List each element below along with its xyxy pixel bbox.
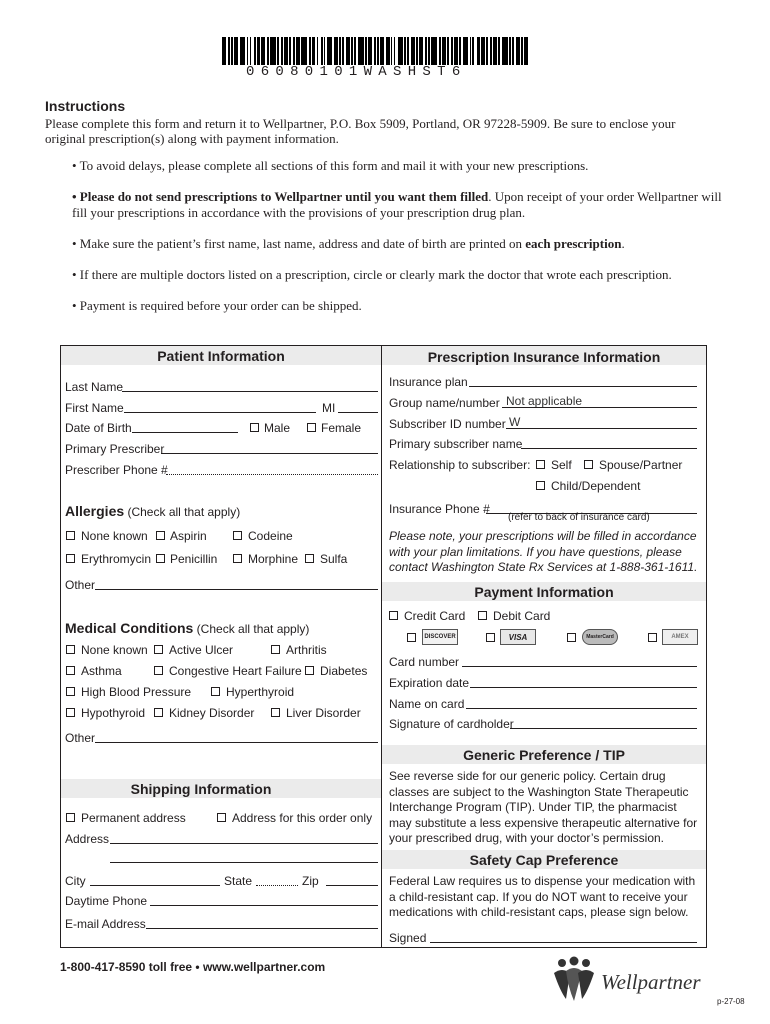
mi-label: MI [322, 401, 336, 415]
barcode-bar [493, 37, 497, 65]
allergy-sulfa-checkbox[interactable] [305, 554, 314, 563]
condition-ulcer-label: Active Ulcer [169, 643, 234, 657]
condition-ulcer-checkbox[interactable] [154, 645, 163, 654]
condition-hbp-checkbox[interactable] [66, 687, 75, 696]
barcode-bar [498, 37, 500, 65]
subscriber-id-value: W [509, 415, 521, 429]
card-number-label: Card number [389, 655, 460, 669]
subscriber-id-field[interactable] [506, 428, 697, 429]
expiration-field[interactable] [470, 687, 697, 688]
state-field[interactable] [256, 885, 298, 886]
barcode-bar [247, 37, 249, 65]
barcode-bar [334, 37, 338, 65]
condition-chf-label: Congestive Heart Failure [169, 664, 302, 678]
order-address-label: Address for this order only [232, 811, 373, 825]
footer-contact: 1-800-417-8590 toll free • www.wellpartner.com [60, 960, 326, 974]
condition-other-label: Other [65, 731, 96, 745]
instruction-bullet: • Please do not send prescriptions to Wellpartner until you want them filled. Upon receipt of your order Wellpartner will fill your prescriptions in accordance with the provisions of your prescription drug plan. [72, 189, 722, 220]
male-label: Male [264, 421, 291, 435]
self-checkbox[interactable] [536, 460, 545, 469]
barcode-bar [411, 37, 415, 65]
barcode-bar [524, 37, 528, 65]
wellpartner-logo-text: Wellpartner [601, 970, 701, 994]
barcode-bar [486, 37, 488, 65]
allergy-other-field[interactable] [95, 589, 378, 590]
mi-field[interactable] [338, 412, 378, 413]
insurance-plan-label: Insurance plan [389, 375, 468, 389]
allergies-heading: Allergies (Check all that apply) [65, 503, 241, 519]
discover-logo-icon: DISCOVER [422, 629, 458, 645]
instruction-bullet: • Make sure the patient’s first name, last name, address and date of birth are printed on each prescription. [72, 236, 625, 251]
insurance-phone-label: Insurance Phone # [389, 502, 490, 516]
allergy-sulfa-label: Sulfa [320, 552, 348, 566]
allergy-penicillin-label: Penicillin [170, 552, 218, 566]
allergy-codeine-label: Codeine [248, 529, 293, 543]
allergy-erythromycin-label: Erythromycin [81, 552, 152, 566]
insurance-phone-hint: (refer to back of insurance card) [508, 512, 650, 523]
barcode-bar [284, 37, 288, 65]
condition-other-field[interactable] [95, 742, 378, 743]
condition-diabetes-label: Diabetes [320, 664, 368, 678]
visa-logo-icon: VISA [500, 629, 536, 645]
dob-label: Date of Birth [65, 421, 132, 435]
barcode-bar [228, 37, 230, 65]
female-label: Female [321, 421, 362, 435]
allergy-none-checkbox[interactable] [66, 531, 75, 540]
barcode-bar [502, 37, 508, 65]
barcode-bar [416, 37, 418, 65]
condition-liver-label: Liver Disorder [286, 706, 361, 720]
address-field[interactable] [110, 843, 378, 844]
condition-none-checkbox[interactable] [66, 645, 75, 654]
condition-none-label: None known [81, 643, 148, 657]
spouse-checkbox[interactable] [584, 460, 593, 469]
primary-subscriber-field[interactable] [521, 448, 697, 449]
barcode-bar [339, 37, 341, 65]
self-label: Self [551, 458, 572, 472]
daytime-phone-field[interactable] [150, 905, 378, 906]
prescriber-phone-field[interactable] [166, 474, 378, 475]
debit-card-label: Debit Card [493, 609, 551, 623]
last-name-field[interactable] [122, 391, 378, 392]
safety-cap-text: Federal Law requires us to dispense your medication with a child-resistant cap. If you do NOT want to receive your medications with child-resistant caps, please sign below. [389, 874, 696, 919]
barcode-bar [289, 37, 291, 65]
address-field-2[interactable] [110, 862, 378, 863]
condition-hyperthyroid-checkbox[interactable] [211, 687, 220, 696]
barcode-bar [447, 37, 449, 65]
barcode-bar [419, 37, 423, 65]
condition-liver-checkbox[interactable] [271, 708, 280, 717]
signed-field[interactable] [430, 942, 697, 943]
allergy-penicillin-checkbox[interactable] [156, 554, 165, 563]
prescriber-field[interactable] [161, 453, 378, 454]
barcode-bar [342, 37, 344, 65]
visa-checkbox[interactable] [486, 633, 495, 642]
insurance-info-heading: Prescription Insurance Information [427, 349, 661, 365]
barcode-bar [386, 37, 390, 65]
barcode-bar [346, 37, 350, 65]
barcode-bar [463, 37, 469, 65]
allergy-aspirin-label: Aspirin [170, 529, 207, 543]
barcode-bar [431, 37, 437, 65]
barcode [222, 37, 548, 65]
email-label: E-mail Address [65, 917, 146, 931]
payment-info-heading: Payment Information [474, 584, 614, 600]
insurance-note: Please note, your prescriptions will be filled in accordance with your plan limitations. If you have questions, please contact Washington State Rx Services at 1-888-361-1611. [389, 529, 698, 574]
barcode-bar [459, 37, 461, 65]
zip-label: Zip [302, 874, 319, 888]
mastercard-checkbox[interactable] [567, 633, 576, 642]
instruction-bullet: • To avoid delays, please complete all sections of this form and mail it with your new prescriptions. [72, 158, 589, 173]
child-checkbox[interactable] [536, 481, 545, 490]
condition-hbp-label: High Blood Pressure [81, 685, 192, 699]
barcode-bar [380, 37, 384, 65]
group-value: Not applicable [506, 394, 583, 408]
instructions-title: Instructions [45, 98, 126, 114]
dob-field[interactable] [132, 432, 238, 433]
barcode-bar [451, 37, 453, 65]
barcode-bar [490, 37, 492, 65]
shipping-info-heading: Shipping Information [130, 781, 272, 797]
barcode-bar [454, 37, 458, 65]
city-label: City [65, 874, 86, 888]
group-field[interactable] [502, 407, 697, 408]
condition-diabetes-checkbox[interactable] [305, 666, 314, 675]
barcode-bar [404, 37, 406, 65]
order-address-checkbox[interactable] [217, 813, 226, 822]
signed-label: Signed [389, 931, 427, 945]
first-name-label: First Name [65, 401, 124, 415]
prescriber-phone-label: Prescriber Phone # [65, 463, 168, 477]
barcode-bar [398, 37, 404, 65]
cardholder-signature-field[interactable] [510, 728, 697, 729]
barcode-bar [222, 37, 226, 65]
last-name-label: Last Name [65, 380, 124, 394]
condition-chf-checkbox[interactable] [154, 666, 163, 675]
allergy-other-label: Other [65, 578, 96, 592]
allergy-morphine-label: Morphine [248, 552, 299, 566]
barcode-bar [368, 37, 372, 65]
email-field[interactable] [146, 928, 378, 929]
instructions-intro: Please complete this form and return it to Wellpartner, P.O. Box 5909, Portland, OR 97228-5909. Be sure to enclose your original prescription(s) along with payment information. [45, 116, 676, 146]
barcode-bar [377, 37, 379, 65]
group-label: Group name/number [389, 396, 500, 410]
subscriber-id-label: Subscriber ID number [389, 417, 506, 431]
condition-kidney-checkbox[interactable] [154, 708, 163, 717]
barcode-bar [477, 37, 481, 65]
condition-asthma-checkbox[interactable] [66, 666, 75, 675]
barcode-bar [516, 37, 520, 65]
barcode-bar [425, 37, 427, 65]
zip-field[interactable] [326, 885, 378, 886]
allergy-morphine-checkbox[interactable] [233, 554, 242, 563]
barcode-bar [481, 37, 485, 65]
instruction-bullet: • Payment is required before your order can be shipped. [72, 298, 362, 313]
cardholder-signature-label: Signature of cardholder [389, 717, 514, 731]
barcode-bar [407, 37, 409, 65]
male-checkbox[interactable] [250, 423, 259, 432]
address-label: Address [65, 832, 110, 846]
name-on-card-field[interactable] [466, 708, 697, 709]
daytime-phone-label: Daytime Phone [65, 894, 148, 908]
barcode-bar [254, 37, 256, 65]
allergy-codeine-checkbox[interactable] [233, 531, 242, 540]
debit-card-checkbox[interactable] [478, 611, 487, 620]
allergy-none-label: None known [81, 529, 148, 543]
wellpartner-logo-icon [548, 955, 600, 1005]
barcode-bar [509, 37, 511, 65]
barcode-bar [472, 37, 474, 65]
barcode-bar [293, 37, 295, 65]
primary-subscriber-label: Primary subscriber name [389, 437, 523, 451]
barcode-bar [231, 37, 233, 65]
condition-arthritis-checkbox[interactable] [271, 645, 280, 654]
allergy-aspirin-checkbox[interactable] [156, 531, 165, 540]
barcode-bar [321, 37, 323, 65]
barcode-number: 06080101WASHST6 [246, 64, 467, 80]
barcode-bar [391, 37, 393, 65]
barcode-bar [394, 37, 396, 65]
amex-checkbox[interactable] [648, 633, 657, 642]
instruction-bullet: • If there are multiple doctors listed on a prescription, circle or clearly mark the doctor that wrote each prescription. [72, 267, 672, 282]
barcode-bar [296, 37, 300, 65]
barcode-bar [261, 37, 265, 65]
patient-info-heading: Patient Information [157, 348, 285, 364]
barcode-bar [281, 37, 283, 65]
mastercard-logo-icon: MasterCard [582, 629, 618, 645]
barcode-bar [324, 37, 326, 65]
safety-cap-heading: Safety Cap Preference [469, 852, 619, 868]
condition-hyperthyroid-label: Hyperthyroid [226, 685, 295, 699]
name-on-card-label: Name on card [389, 697, 465, 711]
state-label: State [224, 874, 253, 888]
barcode-bar [439, 37, 441, 65]
permanent-address-label: Permanent address [81, 811, 186, 825]
credit-card-label: Credit Card [404, 609, 466, 623]
relationship-label: Relationship to subscriber: [389, 458, 531, 472]
barcode-bar [309, 37, 311, 65]
barcode-bar [267, 37, 269, 65]
condition-hypothyroid-checkbox[interactable] [66, 708, 75, 717]
barcode-bar [442, 37, 446, 65]
barcode-bar [270, 37, 276, 65]
discover-checkbox[interactable] [407, 633, 416, 642]
barcode-bar [234, 37, 238, 65]
barcode-bar [351, 37, 353, 65]
barcode-bar [428, 37, 430, 65]
form-code: p-27-08 [717, 997, 745, 1006]
female-checkbox[interactable] [307, 423, 316, 432]
barcode-bar [374, 37, 376, 65]
barcode-bar [365, 37, 367, 65]
medical-conditions-heading: Medical Conditions (Check all that apply) [65, 620, 310, 636]
spouse-label: Spouse/Partner [599, 458, 683, 472]
card-number-field[interactable] [462, 666, 697, 667]
barcode-bar [327, 37, 333, 65]
prescriber-label: Primary Prescriber [65, 442, 165, 456]
first-name-field[interactable] [124, 412, 316, 413]
credit-card-checkbox[interactable] [389, 611, 398, 620]
barcode-bar [470, 37, 472, 65]
generic-preference-text: See reverse side for our generic policy. Certain drug classes are subject to the Washington State Therapeutic Interchange Program (TIP). Under TIP, the pharmacist may substitute a less expensive therapeutic alternative for your prescribed drug, with your doctor’s permission. [389, 769, 698, 845]
barcode-bar [301, 37, 307, 65]
insurance-plan-field[interactable] [469, 386, 697, 387]
amex-logo-icon: AMEX [662, 629, 698, 645]
barcode-bar [521, 37, 523, 65]
barcode-bar [312, 37, 316, 65]
barcode-bar [358, 37, 364, 65]
barcode-bar [512, 37, 514, 65]
expiration-label: Expiration date [389, 676, 470, 690]
city-field[interactable] [90, 885, 220, 886]
barcode-bar [277, 37, 279, 65]
child-label: Child/Dependent [551, 479, 641, 493]
barcode-bar [250, 37, 252, 65]
barcode-bar [317, 37, 319, 65]
condition-hypothyroid-label: Hypothyroid [81, 706, 146, 720]
condition-kidney-label: Kidney Disorder [169, 706, 255, 720]
barcode-bar [240, 37, 246, 65]
condition-arthritis-label: Arthritis [286, 643, 327, 657]
generic-preference-heading: Generic Preference / TIP [463, 747, 625, 763]
allergy-erythromycin-checkbox[interactable] [66, 554, 75, 563]
permanent-address-checkbox[interactable] [66, 813, 75, 822]
barcode-bar [257, 37, 261, 65]
condition-asthma-label: Asthma [81, 664, 122, 678]
barcode-bar [354, 37, 356, 65]
